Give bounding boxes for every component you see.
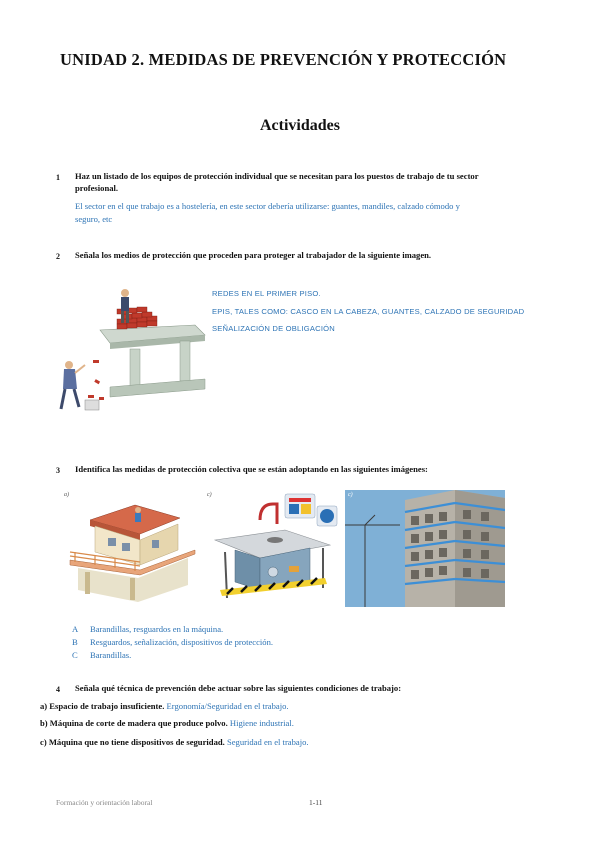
page-number: 1-11 <box>309 798 323 807</box>
answer-1: El sector en el que trabajo es a hostelería, en este sector debería utilizarse: guantes, mandiles, calzado cómodo y seguro, etc <box>75 201 460 224</box>
house-railing-illustration: a) <box>60 490 200 605</box>
question-number: 1 <box>56 173 60 182</box>
question-number: 4 <box>56 685 60 694</box>
answer-3-item: A Barandillas, resguardos en la máquina. <box>72 624 224 634</box>
question-4-item: a) Espacio de trabajo insuficiente. Ergonomía/Seguridad en el trabajo. <box>40 701 289 711</box>
footer-course: Formación y orientación laboral <box>56 798 153 807</box>
building-edge-protection-photo: c) <box>345 490 505 607</box>
answer-2-line: REDES EN EL PRIMER PISO. <box>212 289 321 298</box>
page-title: UNIDAD 2. MEDIDAS DE PREVENCIÓN Y PROTECCIÓN <box>60 50 507 69</box>
answer-3-item: C Barandillas. <box>72 650 132 660</box>
question-4-item: b) Máquina de corte de madera que produce polvo. Higiene industrial. <box>40 718 294 728</box>
question-3-text: Identifica las medidas de protección colectiva que se están adoptando en las siguientes imágenes: <box>75 464 428 474</box>
answer-2-line: EPIS, TALES COMO: CASCO EN LA CABEZA, GUANTES, CALZADO DE SEGURIDAD <box>212 307 525 316</box>
question-1-text: Haz un listado de los equipos de protección individual que se necesitan para los puestos de trabajo de tu sector profesional. <box>75 171 479 193</box>
question-number: 3 <box>56 466 60 475</box>
question-2-text: Señala los medios de protección que proceden para proteger al trabajador de la siguiente imagen. <box>75 250 432 260</box>
scaffold-worker-illustration <box>55 285 210 415</box>
section-title: Actividades <box>260 117 340 134</box>
question-4-text: Señala qué técnica de prevención debe actuar sobre las siguientes condiciones de trabajo: <box>75 683 402 693</box>
answer-2-line: SEÑALIZACIÓN DE OBLIGACIÓN <box>212 324 335 333</box>
question-4-item: c) Máquina que no tiene dispositivos de seguridad. Seguridad en el trabajo. <box>40 737 309 747</box>
answer-3-item: B Resguardos, señalización, dispositivos de protección. <box>72 637 274 647</box>
question-number: 2 <box>56 252 60 261</box>
table-saw-illustration: c) <box>205 490 340 605</box>
